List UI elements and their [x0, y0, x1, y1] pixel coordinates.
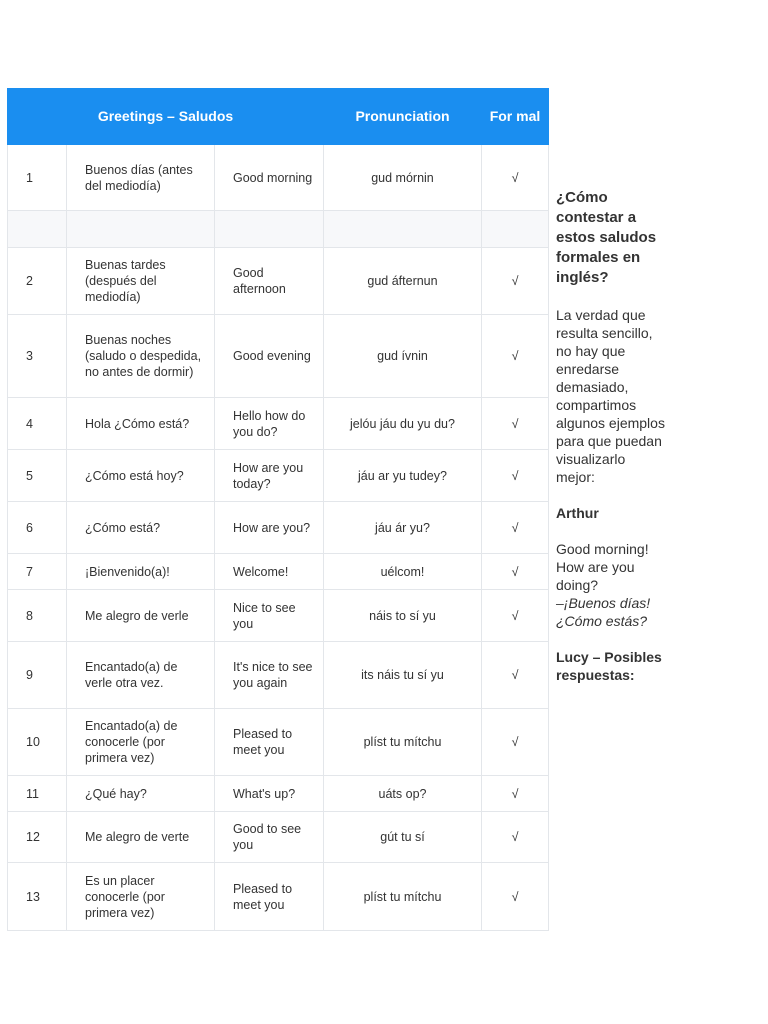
table-row [8, 315, 549, 398]
table-header-row [8, 89, 549, 145]
speaker-lucy: Lucy – Posibles respuestas: [556, 649, 662, 683]
english-greeting: Pleased to meet you [215, 863, 324, 931]
spanish-greeting: Hola ¿Cómo está? [67, 398, 215, 450]
table-row [8, 863, 549, 931]
formal-check: √ [482, 502, 549, 554]
pronunciation-cell: gút tu sí [324, 812, 482, 863]
formal-check: √ [482, 450, 549, 502]
header-pronunciation: Pronunciation [324, 89, 482, 145]
spanish-greeting: ¿Cómo está hoy? [67, 450, 215, 502]
dialog-spanish-2: ¿Cómo estás? [556, 613, 648, 629]
row-number: 11 [8, 776, 67, 812]
header-formal: For mal [482, 89, 549, 145]
spanish-greeting: Es un placer conocerle (por primera vez) [67, 863, 215, 931]
formal-check: √ [482, 812, 549, 863]
pronunciation-cell: gud ívnin [324, 315, 482, 398]
spanish-greeting: Encantado(a) de conocerle (por primera vez) [67, 709, 215, 776]
english-greeting: Welcome! [215, 554, 324, 590]
spanish-greeting: Buenas noches (saludo o despedida, no antes de dormir) [67, 315, 215, 398]
formal-check: √ [482, 248, 549, 315]
table-body [8, 145, 549, 931]
spanish-greeting: ¿Qué hay? [67, 776, 215, 812]
pronunciation-cell: uáts op? [324, 776, 482, 812]
pronunciation-cell: plíst tu mítchu [324, 709, 482, 776]
pronunciation-cell: plíst tu mítchu [324, 863, 482, 931]
table-row [8, 248, 549, 315]
spanish-greeting: Buenas tardes (después del mediodía) [67, 248, 215, 315]
spanish-greeting [67, 211, 215, 248]
dialog-english: Good morning! How are you doing? [556, 541, 649, 593]
table-row [8, 502, 549, 554]
spanish-greeting: Buenos días (antes del mediodía) [67, 145, 215, 211]
row-number: 10 [8, 709, 67, 776]
pronunciation-cell [324, 211, 482, 248]
pronunciation-cell: náis to sí yu [324, 590, 482, 642]
row-number: 1 [8, 145, 67, 211]
row-number: 13 [8, 863, 67, 931]
formal-check: √ [482, 398, 549, 450]
row-number: 9 [8, 642, 67, 709]
formal-check: √ [482, 554, 549, 590]
table-row [8, 642, 549, 709]
pronunciation-cell: uélcom! [324, 554, 482, 590]
english-greeting: It's nice to see you again [215, 642, 324, 709]
spanish-greeting: ¿Cómo está? [67, 502, 215, 554]
row-number [8, 211, 67, 248]
formal-check: √ [482, 776, 549, 812]
header-greetings: Greetings – Saludos [8, 89, 324, 145]
row-number: 5 [8, 450, 67, 502]
formal-check: √ [482, 590, 549, 642]
table-row [8, 450, 549, 502]
pronunciation-cell: jelóu jáu du yu du? [324, 398, 482, 450]
english-greeting: Good evening [215, 315, 324, 398]
pronunciation-cell: jáu ár yu? [324, 502, 482, 554]
table-row [8, 554, 549, 590]
side-intro: La verdad que resulta sencillo, no hay que enredarse demasiado, compartimos algunos ejemplos para que puedan visualizarlo mejor: [556, 307, 665, 485]
english-greeting: Hello how do you do? [215, 398, 324, 450]
english-greeting: Pleased to meet you [215, 709, 324, 776]
pronunciation-cell: gud mórnin [324, 145, 482, 211]
formal-check: √ [482, 642, 549, 709]
row-number: 7 [8, 554, 67, 590]
spanish-greeting: Encantado(a) de verle otra vez. [67, 642, 215, 709]
row-number: 4 [8, 398, 67, 450]
side-panel [556, 188, 666, 702]
row-number: 3 [8, 315, 67, 398]
spanish-greeting: Me alegro de verte [67, 812, 215, 863]
pronunciation-cell: its náis tu sí yu [324, 642, 482, 709]
dialog-spanish-1: –¡Buenos días! [556, 595, 651, 611]
side-heading: ¿Cómo contestar a estos saludos formales en inglés? [556, 189, 657, 286]
english-greeting: Nice to see you [215, 590, 324, 642]
english-greeting: How are you? [215, 502, 324, 554]
row-number: 8 [8, 590, 67, 642]
table-row [8, 709, 549, 776]
table-row [8, 145, 549, 211]
formal-check: √ [482, 709, 549, 776]
english-greeting [215, 211, 324, 248]
table-row [8, 812, 549, 863]
speaker-arthur: Arthur [556, 505, 599, 521]
formal-check: √ [482, 145, 549, 211]
formal-check [482, 211, 549, 248]
pronunciation-cell: gud áfternun [324, 248, 482, 315]
english-greeting: Good morning [215, 145, 324, 211]
english-greeting: Good to see you [215, 812, 324, 863]
row-number: 2 [8, 248, 67, 315]
dialog-block [556, 540, 666, 630]
greetings-table [7, 88, 549, 931]
table-row [8, 590, 549, 642]
spanish-greeting: ¡Bienvenido(a)! [67, 554, 215, 590]
formal-check: √ [482, 315, 549, 398]
english-greeting: Good afternoon [215, 248, 324, 315]
table-row [8, 776, 549, 812]
row-number: 6 [8, 502, 67, 554]
table-row [8, 398, 549, 450]
pronunciation-cell: jáu ar yu tudey? [324, 450, 482, 502]
table-row [8, 211, 549, 248]
row-number: 12 [8, 812, 67, 863]
english-greeting: What's up? [215, 776, 324, 812]
spanish-greeting: Me alegro de verle [67, 590, 215, 642]
english-greeting: How are you today? [215, 450, 324, 502]
formal-check: √ [482, 863, 549, 931]
